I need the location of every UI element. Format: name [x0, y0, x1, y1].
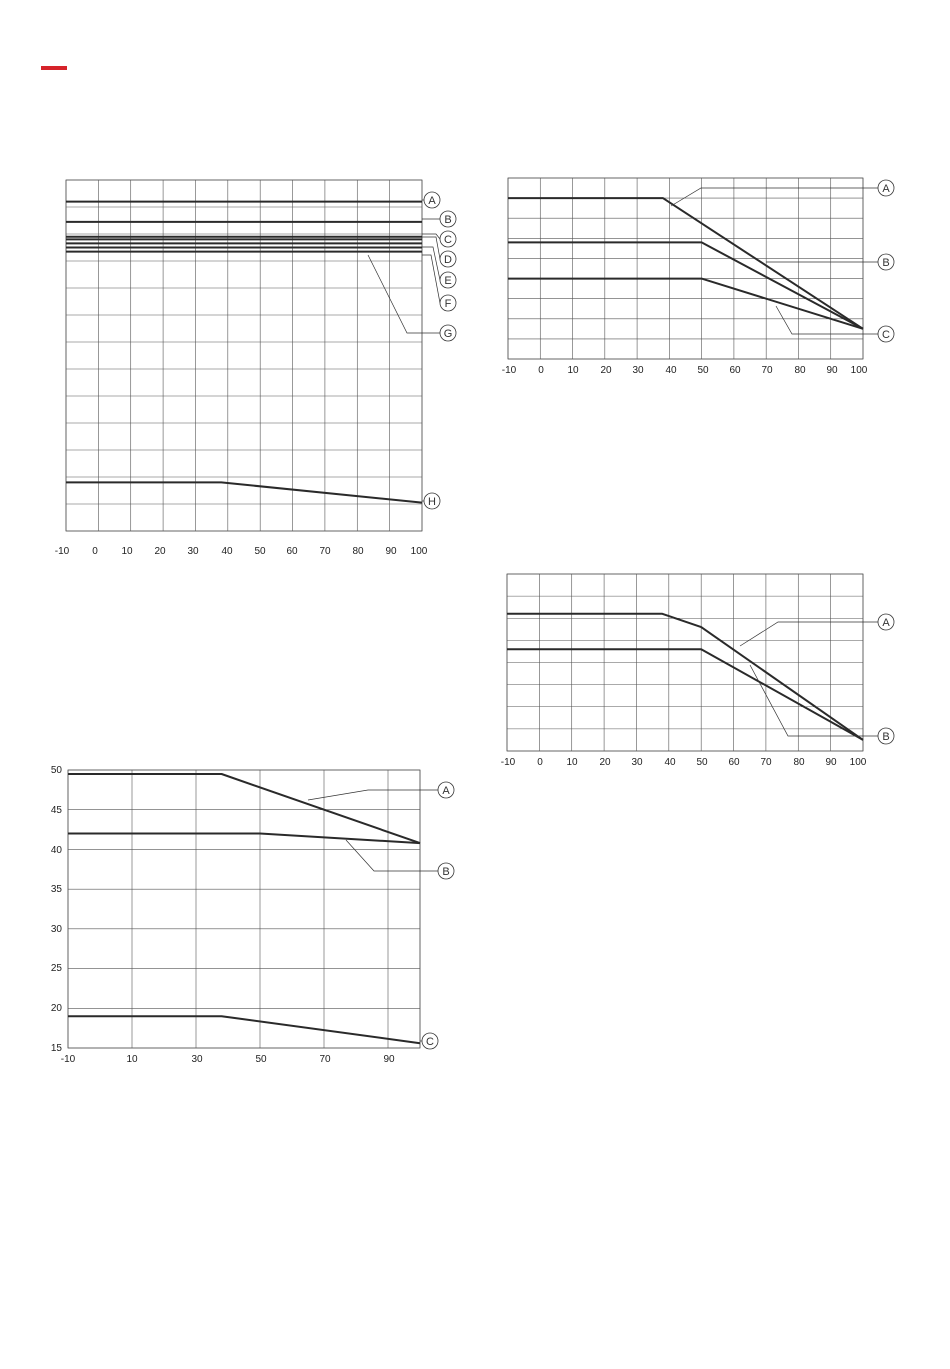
x-tick-label: 40	[665, 365, 677, 376]
leader-line-g	[368, 255, 440, 333]
x-tick-label: 0	[92, 546, 98, 557]
y-tick-label: 15	[50, 1043, 62, 1054]
x-tick-label: 30	[191, 1054, 203, 1065]
y-tick-label: 20	[50, 1003, 62, 1014]
x-tick-label: 60	[728, 757, 740, 768]
x-tick-label: 90	[383, 1054, 395, 1065]
callout-a	[878, 614, 894, 630]
callout-f	[440, 295, 456, 311]
chart-1-x-axis-ticks	[55, 546, 428, 557]
svg-text:C: C	[426, 1036, 434, 1048]
series-line-c	[508, 279, 863, 329]
x-tick-label: 30	[632, 365, 644, 376]
chart-4-x-axis-ticks	[61, 1054, 395, 1065]
x-tick-label: 100	[410, 546, 428, 557]
svg-text:B: B	[442, 866, 450, 878]
x-tick-label: 80	[794, 365, 806, 376]
callout-b	[440, 211, 456, 227]
svg-text:B: B	[882, 257, 890, 269]
x-tick-label: 40	[221, 546, 233, 557]
series-line-a	[507, 614, 863, 740]
callout-c	[878, 326, 894, 342]
svg-text:H: H	[428, 496, 436, 508]
series-line-a	[508, 198, 863, 329]
chart-3-callouts	[878, 614, 894, 744]
chart-3	[496, 566, 906, 776]
leader-line-c	[422, 234, 440, 239]
svg-text:F: F	[444, 298, 452, 310]
svg-text:B: B	[444, 214, 452, 226]
chart-3-leaders	[740, 622, 878, 736]
callout-b	[878, 728, 894, 744]
callout-a	[424, 192, 440, 208]
chart-4	[40, 760, 470, 1070]
accent-bar	[41, 66, 67, 70]
x-tick-label: -10	[500, 757, 516, 768]
x-tick-label: 10	[566, 757, 578, 768]
svg-text:D: D	[444, 254, 452, 266]
svg-text:G: G	[443, 328, 453, 340]
svg-text:B: B	[882, 731, 890, 743]
leader-line-a	[308, 790, 438, 800]
svg-text:C: C	[882, 329, 890, 341]
x-tick-label: 100	[849, 757, 867, 768]
callout-g	[440, 325, 456, 341]
x-tick-label: 40	[664, 757, 676, 768]
x-tick-label: 70	[760, 757, 772, 768]
chart-2-grid	[508, 178, 863, 359]
callout-a	[878, 180, 894, 196]
chart-1	[50, 170, 470, 570]
x-tick-label: 80	[793, 757, 805, 768]
chart-2-callouts	[878, 180, 894, 342]
y-tick-label: 40	[50, 845, 62, 856]
chart-2-x-axis-ticks	[502, 365, 868, 376]
y-tick-label: 25	[50, 963, 62, 974]
x-tick-label: -10	[501, 365, 517, 376]
plot-frame	[508, 178, 863, 359]
x-tick-label: 100	[850, 365, 868, 376]
chart-1-leaders	[368, 200, 440, 501]
x-tick-label: 50	[697, 365, 709, 376]
svg-text:A: A	[882, 183, 890, 195]
x-tick-label: 50	[254, 546, 266, 557]
callout-h	[424, 493, 440, 509]
y-tick-label: 45	[50, 805, 62, 816]
x-tick-label: 50	[696, 757, 708, 768]
x-tick-label: 70	[319, 1054, 331, 1065]
svg-text:A: A	[882, 617, 890, 629]
plot-frame	[68, 770, 420, 1048]
series-line-b	[68, 834, 420, 844]
leader-line-a	[740, 622, 878, 646]
callout-c	[440, 231, 456, 247]
svg-text:C: C	[444, 234, 452, 246]
x-tick-label: 60	[286, 546, 298, 557]
leader-line-b	[346, 840, 438, 871]
chart-4-callouts	[422, 782, 454, 1049]
y-tick-label: 30	[50, 924, 62, 935]
leader-line-e	[422, 247, 440, 280]
x-tick-label: 90	[826, 365, 838, 376]
chart-4-grid	[68, 770, 420, 1048]
chart-1-series	[66, 202, 422, 503]
callout-e	[440, 272, 456, 288]
x-tick-label: 70	[319, 546, 331, 557]
callout-b	[878, 254, 894, 270]
chart-3-x-axis-ticks	[501, 757, 867, 768]
x-tick-label: -10	[60, 1054, 76, 1065]
x-tick-label: 20	[154, 546, 166, 557]
plot-frame	[66, 180, 422, 531]
x-tick-label: 0	[538, 365, 544, 376]
x-tick-label: -10	[54, 546, 70, 557]
svg-text:A: A	[428, 195, 436, 207]
x-tick-label: 20	[599, 757, 611, 768]
chart-2-series	[508, 198, 863, 329]
x-tick-label: 30	[187, 546, 199, 557]
callout-a	[438, 782, 454, 798]
callout-d	[440, 251, 456, 267]
x-tick-label: 70	[761, 365, 773, 376]
chart-1-grid	[66, 180, 422, 531]
x-tick-label: 50	[255, 1054, 267, 1065]
x-tick-label: 30	[631, 757, 643, 768]
chart-2	[496, 170, 906, 382]
x-tick-label: 10	[567, 365, 579, 376]
leader-line-a	[671, 188, 878, 206]
svg-text:E: E	[444, 275, 452, 287]
series-line-b	[508, 242, 863, 328]
x-tick-label: 0	[537, 757, 543, 768]
series-line-h	[66, 482, 422, 502]
x-tick-label: 10	[126, 1054, 138, 1065]
chart-4-series	[68, 774, 420, 1043]
x-tick-label: 90	[825, 757, 837, 768]
leader-line-f	[422, 255, 440, 303]
x-tick-label: 20	[600, 365, 612, 376]
y-tick-label: 35	[50, 884, 62, 895]
x-tick-label: 90	[385, 546, 397, 557]
series-line-b	[507, 649, 863, 740]
svg-text:A: A	[442, 785, 450, 797]
x-tick-label: 10	[121, 546, 133, 557]
chart-2-leaders	[671, 188, 878, 334]
x-tick-label: 80	[352, 546, 364, 557]
chart-3-grid	[507, 574, 863, 751]
callout-c	[422, 1033, 438, 1049]
x-tick-label: 60	[729, 365, 741, 376]
callout-b	[438, 863, 454, 879]
chart-1-callouts	[424, 192, 456, 509]
chart-3-series	[507, 614, 863, 740]
series-line-c	[68, 1016, 420, 1043]
y-tick-label: 50	[50, 765, 62, 776]
chart-4-y-axis-ticks	[51, 765, 63, 1054]
